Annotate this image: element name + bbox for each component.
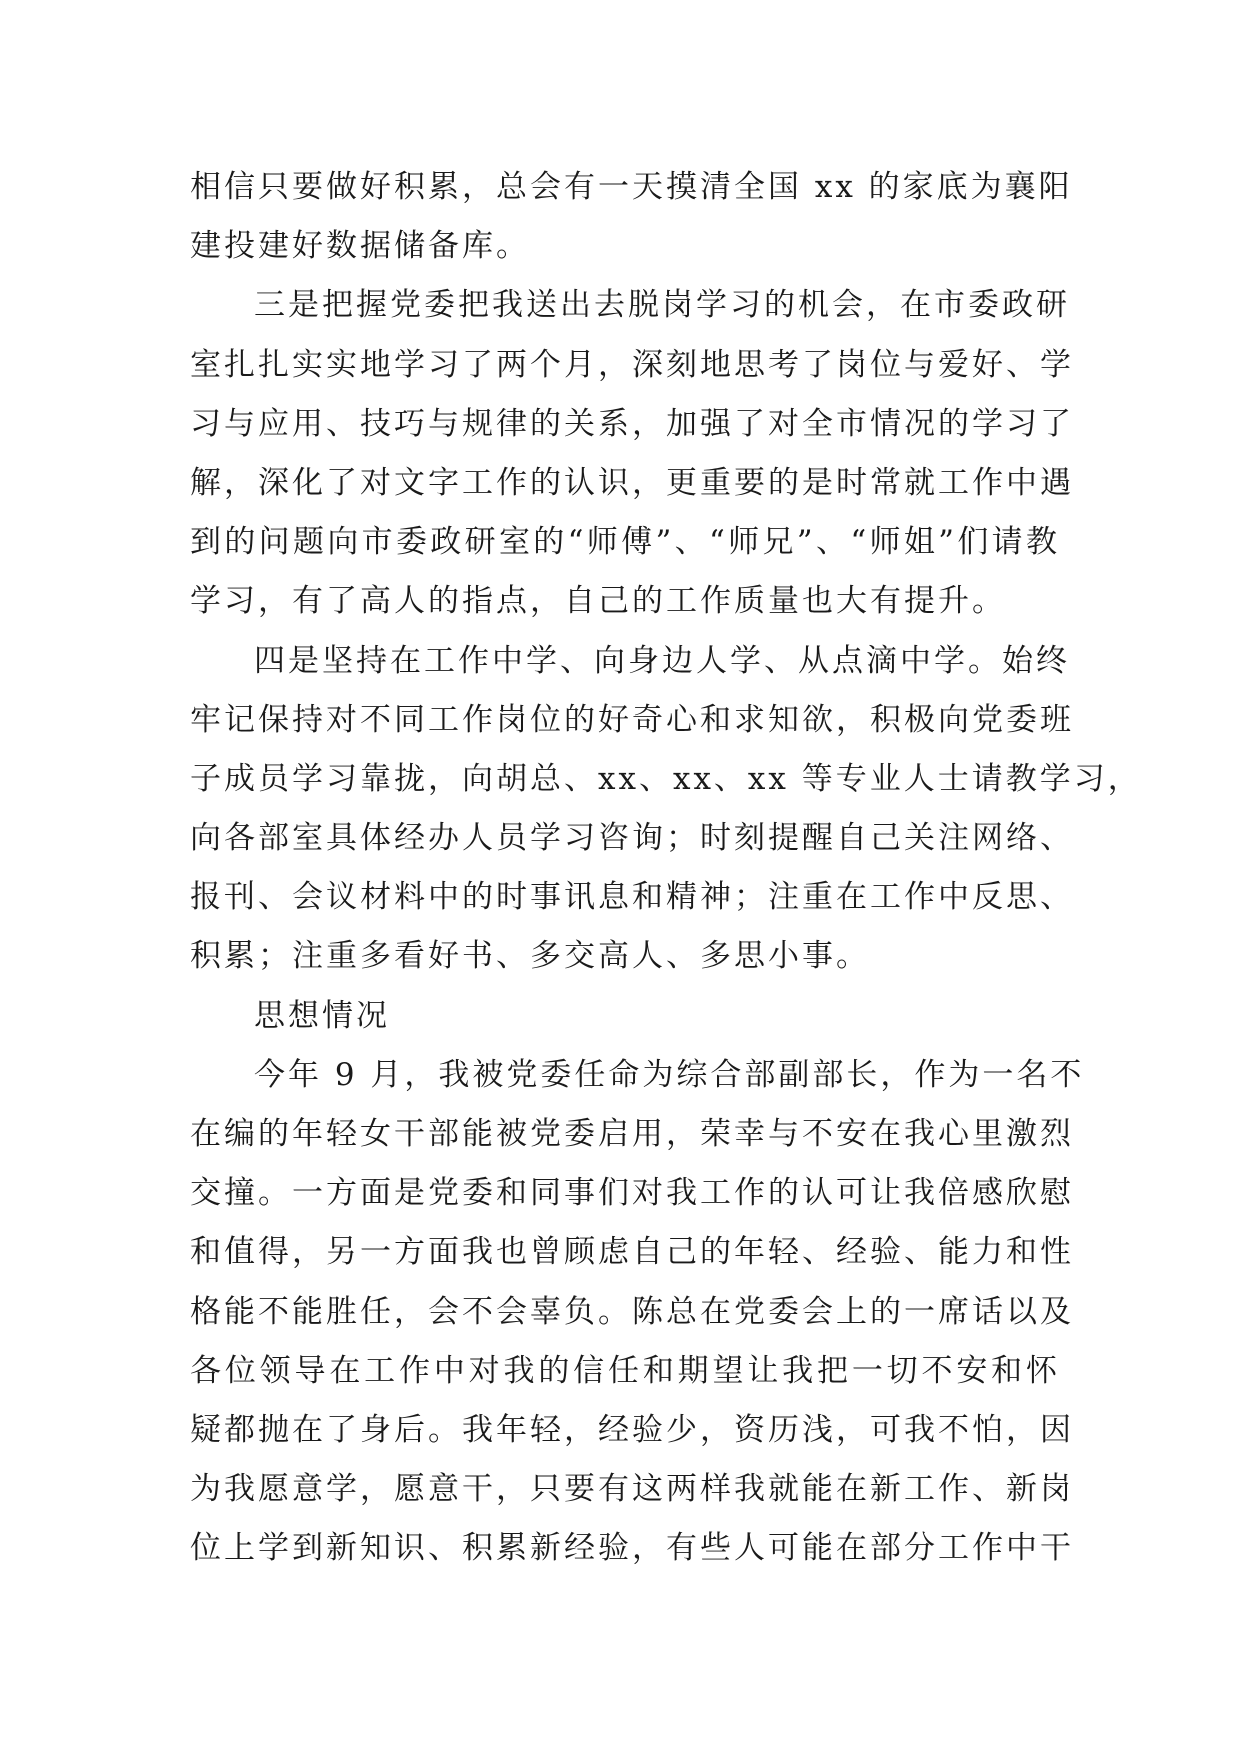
text-line: 建投建好数据储备库。 [190,228,530,265]
text-line: 交撞。一方面是党委和同事们对我工作的认可让我倍感欣慰 [190,1175,1074,1212]
text-line: 四是坚持在工作中学、向身边人学、从点滴中学。始终 [254,642,1070,679]
text-line: 疑都抛在了身后。我年轻，经验少，资历浅，可我不怕，因 [190,1411,1074,1448]
text-line: 子成员学习靠拢，向胡总、xx、xx、xx 等专业人士请教学习， [190,760,1142,797]
text-line: 报刊、会议材料中的时事讯息和精神；注重在工作中反思、 [190,879,1074,916]
text-line: 相信只要做好积累，总会有一天摸清全国 xx 的家底为襄阳 [190,169,1073,205]
text-line: 积累；注重多看好书、多交高人、多思小事。 [190,938,870,975]
text-line: 解，深化了对文字工作的认识，更重要的是时常就工作中遇 [190,464,1074,501]
paragraph-four [190,632,1142,987]
paragraph-continued [190,158,1073,276]
section-heading-block [190,987,1060,1046]
text-line: 习与应用、技巧与规律的关系，加强了对全市情况的学习了 [190,405,1074,442]
paragraph-thoughts [190,1046,1085,1579]
paragraph-three [190,276,1074,631]
text-line: 各位领导在工作中对我的信任和期望让我把一切不安和怀 [190,1352,1060,1389]
text-line: 到的问题向市委政研室的“师傅”、“师兄”、“师姐”们请教 [190,524,1060,561]
text-line: 学习，有了高人的指点，自己的工作质量也大有提升。 [190,583,1006,620]
text-line: 格能不能胜任，会不会辜负。陈总在党委会上的一席话以及 [190,1293,1074,1330]
text-line: 三是把握党委把我送出去脱岗学习的机会，在市委政研 [254,287,1070,324]
text-line: 在编的年轻女干部能被党委启用，荣幸与不安在我心里激烈 [190,1116,1074,1152]
text-line: 今年 9 月，我被党委任命为综合部副部长，作为一名不 [254,1056,1085,1093]
text-line: 位上学到新知识、积累新经验，有些人可能在部分工作中干 [190,1530,1074,1567]
text-line: 和值得，另一方面我也曾顾虑自己的年轻、经验、能力和性 [190,1234,1074,1271]
text-line: 为我愿意学，愿意干，只要有这两样我就能在新工作、新岗 [190,1471,1074,1508]
text-line: 室扎扎实实地学习了两个月，深刻地思考了岗位与爱好、学 [190,346,1074,383]
text-line: 牢记保持对不同工作岗位的好奇心和求知欲，积极向党委班 [190,701,1074,738]
document-body [190,158,1142,1579]
text-line: 向各部室具体经办人员学习咨询；时刻提醒自己关注网络、 [190,820,1074,857]
section-heading: 思想情况 [254,997,390,1034]
